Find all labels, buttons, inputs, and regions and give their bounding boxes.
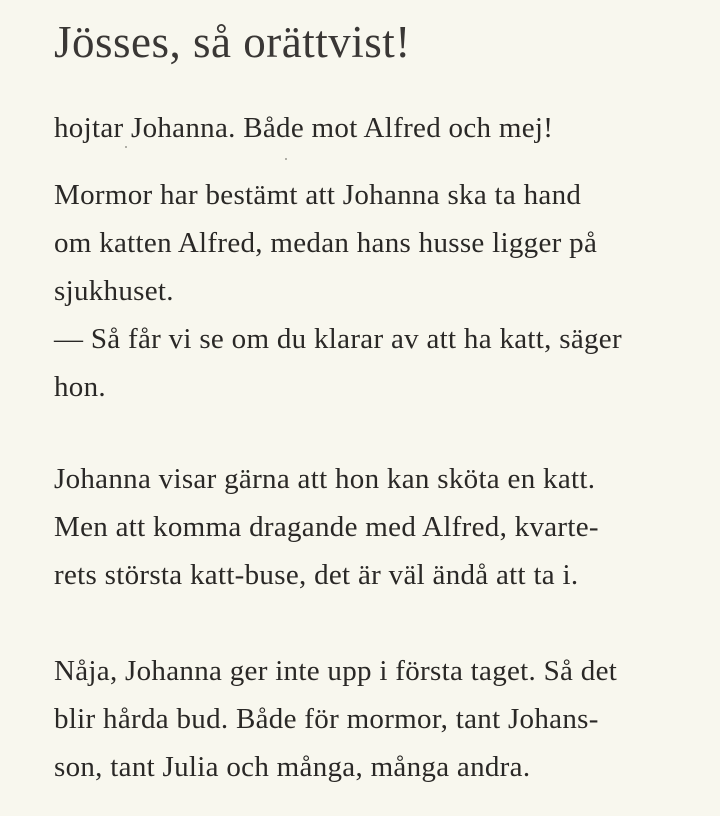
- text-line: Mormor har bestämt att Johanna ska ta hand: [54, 179, 582, 211]
- intro-line: hojtar Johanna. Både mot Alfred och mej!: [54, 112, 554, 144]
- text-line: hon.: [54, 371, 106, 403]
- text-line: Nåja, Johanna ger inte upp i första taget. Så det: [54, 655, 618, 687]
- scan-speck: [285, 158, 287, 160]
- text-line: son, tant Julia och många, många andra.: [54, 751, 531, 783]
- page-title: Jösses, så orättvist!: [54, 17, 411, 67]
- text-line: Johanna visar gärna att hon kan sköta en katt.: [54, 463, 596, 495]
- text-line: om katten Alfred, medan hans husse ligger på: [54, 227, 598, 259]
- scan-speck: [125, 146, 127, 148]
- text-line: Men att komma dragande med Alfred, kvarte-: [54, 511, 599, 543]
- text-line: sjukhuset.: [54, 275, 174, 307]
- text-line: rets största katt-buse, det är väl ändå att ta i.: [54, 559, 579, 591]
- text-line: blir hårda bud. Både för mormor, tant Johans-: [54, 703, 599, 735]
- text-line: — Så får vi se om du klarar av att ha katt, säger: [54, 323, 622, 355]
